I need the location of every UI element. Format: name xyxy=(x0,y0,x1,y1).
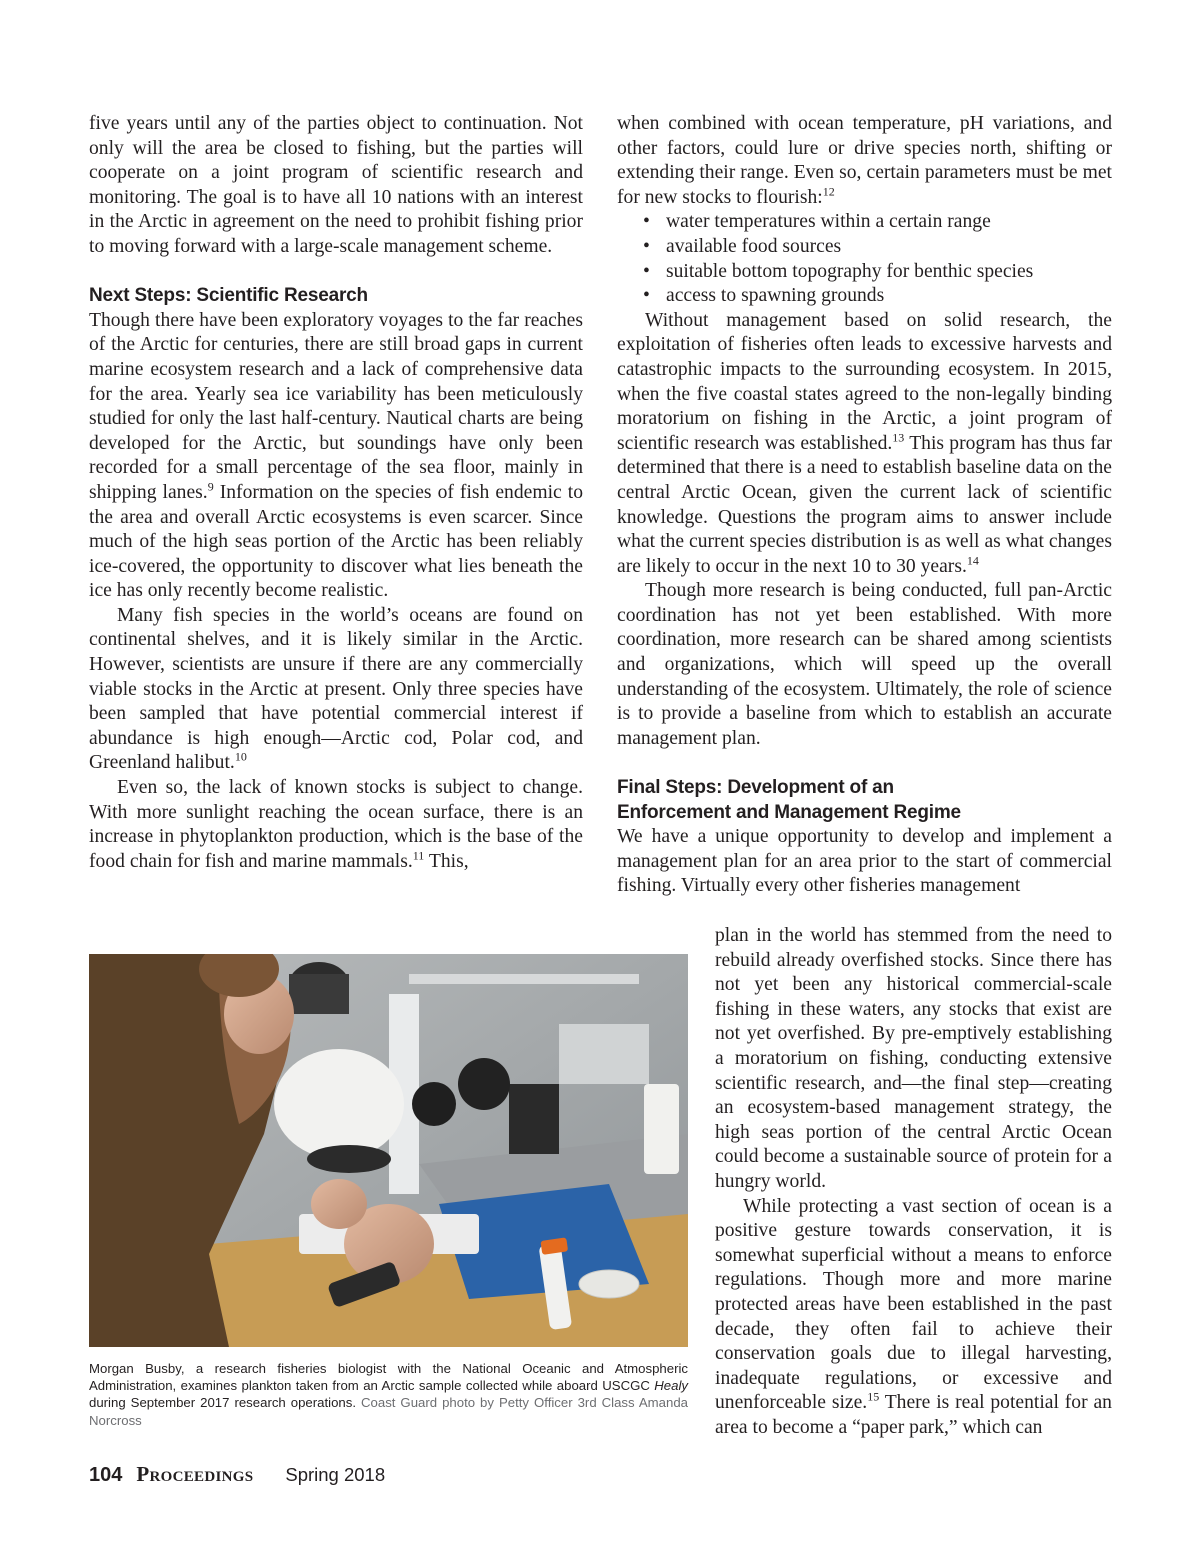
magazine-title: Proceedings xyxy=(136,1462,254,1486)
left-column xyxy=(89,112,583,874)
paragraph: Without management based on solid research, the exploitation of fisheries often leads to excessive harvests and catastrophic impacts to the surrounding ecosystem. In 2015, when the five coastal states agreed to the non-legally binding moratorium on fishing in the Arctic, a joint program of scientific research was established.$^{13}$ This program has thus far determined that there is a need to establish baseline data on the central Arctic Ocean, given the current lack of scientific knowledge. Questions the program aims to answer include what the current species distribution is as well as what changes are likely to occur in the next 10 to 30 years.$^{14}$ xyxy=(617,309,1112,577)
right-narrow-column xyxy=(715,924,1112,1440)
paragraph: While protecting a vast section of ocean is a positive gesture towards conservation, it is somewhat superficial without a means to enforce regulations. Though more and more marine protected areas have been established in the past decade, they often fail to achieve their conservation goals due to illegal harvesting, inadequate regulations, or excessive and unenforceable size.$^{15}$ There is real potential for an area to become a “paper park,” which can xyxy=(715,1195,1112,1438)
page-number: 104 xyxy=(89,1464,123,1486)
page-footer xyxy=(89,1462,385,1490)
footnote-ref: 9 xyxy=(207,479,214,494)
ship-name: Healy xyxy=(654,1378,688,1394)
paragraph: We have a unique opportunity to develop and implement a management plan for an area prior to the start of commercial fishing. Virtually every other fisheries management xyxy=(617,826,1112,897)
section-heading: Next Steps: Scientific Research xyxy=(89,285,368,307)
paragraph: Though there have been exploratory voyages to the far reaches of the Arctic for centuries, there are still broad gaps in current marine ecosystem research and a lack of comprehensive data for the area. Yearly sea ice variability has been meticulously studied for only the last half-century. Nautical charts are being developed for the Arctic, but soundings have only been recorded for a small percentage of the sea floor, mainly in shipping lanes.$^9$ Information on the species of fish endemic to the area and overall Arctic ecosystems is even scarcer. Since much of the high seas portion of the Arctic has been reliably ice-covered, the opportunity to discover what lies beneath the ice has only recently become realistic. xyxy=(89,309,583,602)
paragraph: Many fish species in the world’s oceans are found on continental shelves, and it is likely similar in the Arctic. However, scientists are unsure if there are any commercially viable stocks in the Arctic at present. Only three species have been sampled that have potential commercial interest if abundance is high enough—Arctic cod, Polar cod, and Greenland halibut.$^{10}$ xyxy=(89,604,583,774)
list-item: • access to spawning grounds xyxy=(639,284,1112,309)
list-item: • water temperatures within a certain range xyxy=(639,210,1112,235)
issue-date: Spring 2018 xyxy=(285,1464,386,1485)
paragraph: when combined with ocean temperature, pH variations, and other factors, could lure or drive species north, shifting or extending their range. Even so, certain parameters must be met for new stocks to flourish:$^{12}$ xyxy=(617,113,1112,208)
footnote-ref: 12 xyxy=(822,184,835,199)
parameter-list xyxy=(617,210,1112,308)
footnote-ref: 13 xyxy=(892,430,905,445)
right-column xyxy=(617,112,1112,899)
paragraph: five years until any of the parties object to continuation. Not only will the area be closed to fishing, but the parties will cooperate on a joint program of scientific research and monitoring. The goal is to have all 10 nations with an interest in the Arctic in agreement on the need to prohibit fishing prior to moving forward with a large-scale management scheme. xyxy=(89,113,583,257)
lab-microscope-photo xyxy=(89,954,688,1347)
section-heading: Final Steps: Development of an Enforcement and Management Regime xyxy=(617,777,961,823)
footnote-ref: 11 xyxy=(412,848,425,863)
list-item: • available food sources xyxy=(639,235,1112,260)
footnote-ref: 15 xyxy=(867,1389,880,1404)
paragraph: Even so, the lack of known stocks is subject to change. With more sunlight reaching the ocean surface, there is an increase in phytoplankton production, which is the base of the food chain for fish and marine mammals.$^{11}$ This, xyxy=(89,777,583,872)
list-item: • suitable bottom topography for benthic species xyxy=(639,260,1112,285)
photo-caption: Morgan Busby, a research fisheries biologist with the National Oceanic and Atmospheric Administration, examines plankton taken from an Arctic sample collected while aboard USCGC Healy during September 2017 research operations. Coast Guard photo by Petty Officer 3rd Class Amanda Norcross xyxy=(89,1361,688,1428)
footnote-ref: 14 xyxy=(966,553,979,568)
photo-credit: Coast Guard photo by Petty Officer 3rd Class Amanda Norcross xyxy=(89,1395,688,1428)
footnote-ref: 10 xyxy=(234,749,247,764)
paragraph: Though more research is being conducted, full pan-Arctic coordination has not yet been established. With more coordination, more research can be shared among scientists and organizations, which will speed up the overall understanding of the ecosystem. Ultimately, the role of science is to provide a baseline from which to establish an accurate management plan. xyxy=(617,580,1112,749)
paragraph: plan in the world has stemmed from the need to rebuild already overfished stocks. Since there has not yet been any historical commercial-scale fishing in these waters, any stocks that exist are not yet overfished. By pre-emptively establishing a moratorium on fishing, conducting extensive scientific research, and—the final step—creating an ecosystem-based management strategy, the high seas portion of the central Arctic Ocean could become a sustainable source of protein for a hungry world. xyxy=(715,925,1112,1192)
